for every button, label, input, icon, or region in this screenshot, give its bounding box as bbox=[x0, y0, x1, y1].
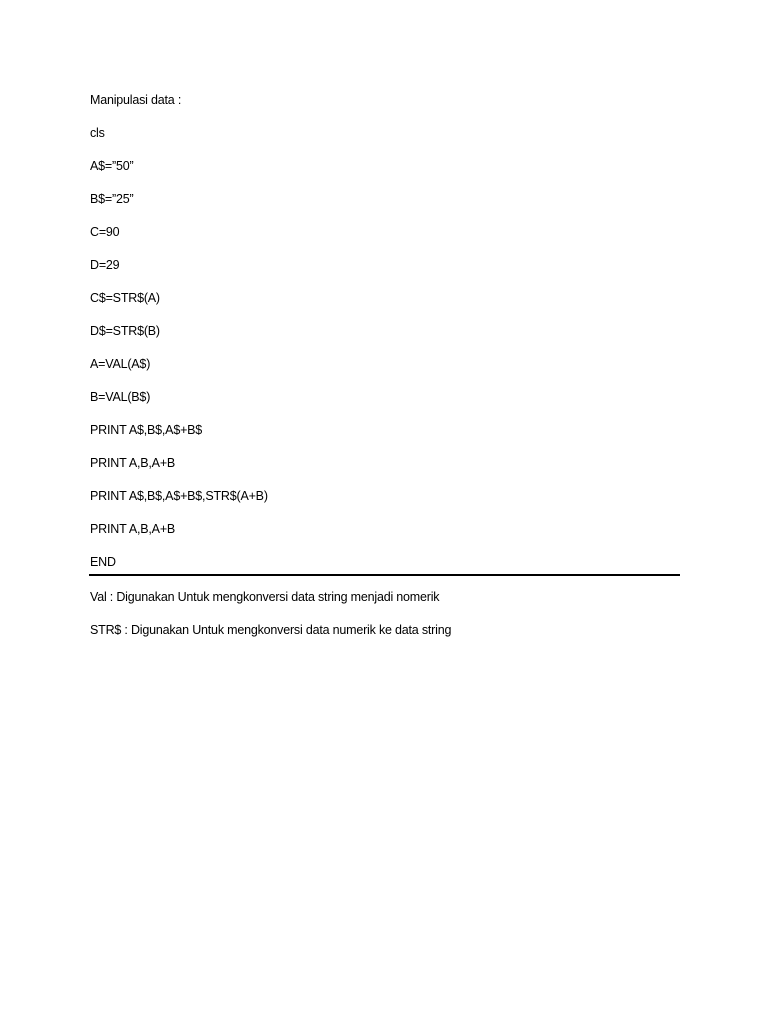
code-line: A$=”50” bbox=[90, 159, 134, 173]
code-line: B$=”25” bbox=[90, 192, 134, 206]
code-listing bbox=[90, 92, 690, 587]
note-val: Val : Digunakan Untuk mengkonversi data string menjadi nomerik bbox=[90, 590, 440, 604]
code-line: D$=STR$(B) bbox=[90, 324, 160, 338]
code-line: PRINT A$,B$,A$+B$,STR$(A+B) bbox=[90, 489, 268, 503]
code-line: PRINT A$,B$,A$+B$ bbox=[90, 423, 203, 437]
code-line: C=90 bbox=[90, 225, 120, 239]
notes-section bbox=[90, 589, 690, 655]
code-line-end: END bbox=[90, 555, 116, 569]
code-line: B=VAL(B$) bbox=[90, 390, 151, 404]
code-line: C$=STR$(A) bbox=[90, 291, 160, 305]
code-line: PRINT A,B,A+B bbox=[90, 522, 176, 536]
horizontal-divider bbox=[89, 574, 680, 576]
code-line: PRINT A,B,A+B bbox=[90, 456, 176, 470]
code-line: D=29 bbox=[90, 258, 120, 272]
section-heading: Manipulasi data : bbox=[90, 93, 182, 107]
code-line: A=VAL(A$) bbox=[90, 357, 151, 371]
note-str: STR$ : Digunakan Untuk mengkonversi data numerik ke data string bbox=[90, 623, 452, 637]
code-line: cls bbox=[90, 126, 105, 140]
